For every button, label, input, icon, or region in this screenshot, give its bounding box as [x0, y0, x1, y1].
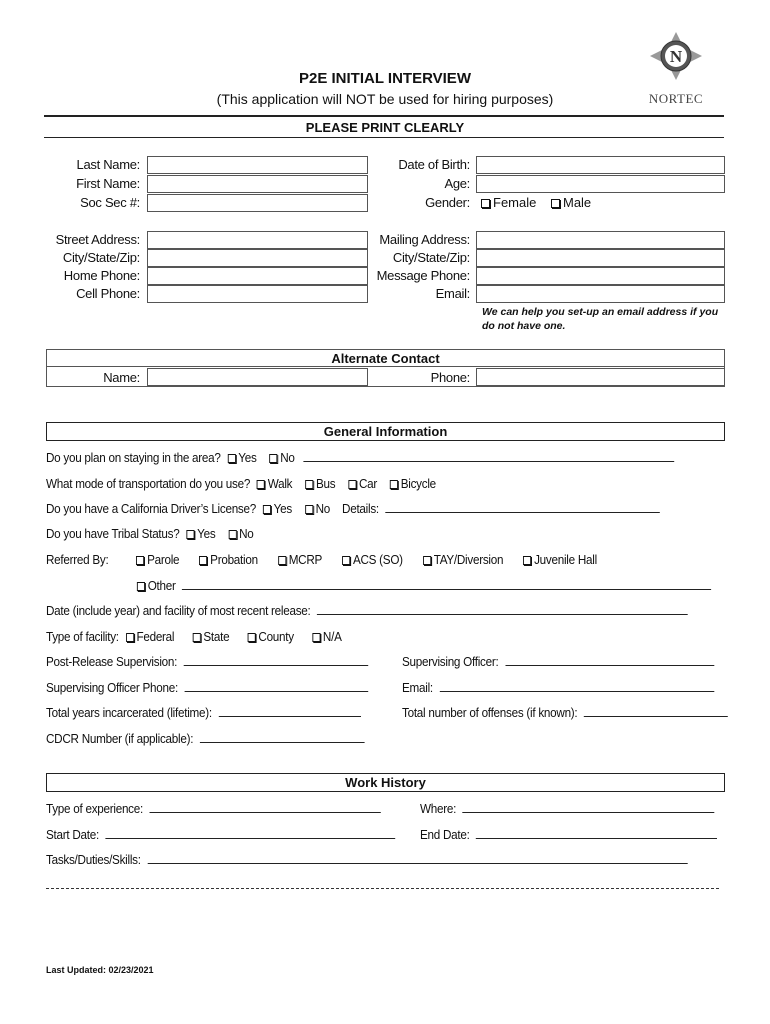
post-release-label: Post-Release Supervision:	[46, 654, 178, 669]
staying-row	[46, 449, 674, 467]
mailing-label: Mailing Address:	[379, 232, 470, 247]
years-line[interactable]	[218, 706, 360, 717]
tasks-row	[46, 851, 687, 869]
svg-text:N: N	[669, 47, 683, 66]
compass-logo-icon	[638, 30, 714, 82]
na-label: N/A	[322, 629, 342, 644]
where-row	[420, 800, 715, 818]
email-field[interactable]	[476, 285, 725, 303]
mcrp-label: MCRP	[288, 552, 323, 567]
street-label: Street Address:	[55, 232, 140, 247]
sup-officer-line[interactable]	[505, 655, 714, 666]
referred-row	[46, 551, 597, 569]
county-label: County	[258, 629, 294, 644]
first-name-label: First Name:	[76, 176, 140, 191]
years-label: Total years incarcerated (lifetime):	[46, 705, 212, 720]
home-phone-label: Home Phone:	[63, 268, 140, 283]
general-info-heading: General Information	[46, 422, 725, 441]
offenses-label: Total number of offenses (if known):	[402, 705, 578, 720]
form-subtitle: (This application will NOT be used for hiring purposes)	[216, 91, 554, 107]
license-question: Do you have a California Driver’s License?	[46, 501, 256, 516]
tribal-no-checkbox[interactable]	[228, 530, 236, 539]
where-label: Where:	[420, 801, 457, 816]
juvenile-checkbox[interactable]	[523, 556, 531, 565]
tay-label: TAY/Diversion	[433, 552, 504, 567]
sup-phone-line[interactable]	[185, 681, 369, 692]
mailing-city-label: City/State/Zip:	[392, 250, 470, 265]
state-label: State	[203, 629, 230, 644]
license-no-label: No	[315, 501, 331, 516]
experience-line[interactable]	[150, 802, 381, 813]
male-label: Male	[562, 195, 592, 210]
header-rule-top	[44, 115, 724, 117]
staying-details-line[interactable]	[303, 451, 674, 462]
na-checkbox[interactable]	[312, 633, 320, 642]
age-field[interactable]	[476, 175, 725, 193]
bicycle-checkbox[interactable]	[390, 480, 398, 489]
other-checkbox[interactable]	[137, 582, 145, 591]
bicycle-label: Bicycle	[400, 476, 436, 491]
last-updated: Last Updated: 02/23/2021	[46, 965, 154, 975]
offenses-line[interactable]	[584, 706, 728, 717]
city-state-zip-label: City/State/Zip:	[62, 250, 140, 265]
parole-checkbox[interactable]	[136, 556, 144, 565]
details-label: Details:	[342, 501, 379, 516]
acs-checkbox[interactable]	[342, 556, 350, 565]
cell-phone-label: Cell Phone:	[76, 286, 140, 301]
home-phone-field[interactable]	[147, 267, 368, 285]
start-label: Start Date:	[46, 827, 99, 842]
dob-label: Date of Birth:	[398, 157, 470, 172]
years-row	[46, 704, 361, 722]
logo-text: NORTEC	[648, 91, 704, 106]
ssn-label: Soc Sec #:	[80, 195, 140, 210]
ssn-field[interactable]	[147, 194, 368, 212]
tribal-yes-checkbox[interactable]	[186, 530, 194, 539]
tasks-line[interactable]	[147, 853, 687, 864]
staying-no-checkbox[interactable]	[269, 454, 277, 463]
car-label: Car	[358, 476, 378, 491]
acs-label: ACS (SO)	[352, 552, 403, 567]
male-checkbox[interactable]	[551, 199, 560, 208]
last-name-field[interactable]	[147, 156, 368, 174]
staying-no-label: No	[280, 450, 295, 465]
walk-label: Walk	[267, 476, 293, 491]
cell-phone-field[interactable]	[147, 285, 368, 303]
juvenile-label: Juvenile Hall	[534, 552, 597, 567]
offenses-row	[402, 704, 728, 722]
release-row	[46, 602, 688, 620]
license-yes-label: Yes	[273, 501, 292, 516]
sup-email-label: Email:	[402, 680, 433, 695]
email-help-note: We can help you set-up an email address if you do not have one.	[482, 306, 719, 332]
mailing-field[interactable]	[476, 231, 725, 249]
female-label: Female	[493, 195, 537, 210]
facility-row	[46, 628, 342, 646]
county-checkbox[interactable]	[248, 633, 256, 642]
email-label: Email:	[435, 286, 470, 301]
dob-field[interactable]	[476, 156, 725, 174]
cdcr-row	[46, 730, 364, 748]
federal-checkbox[interactable]	[126, 633, 134, 642]
message-phone-field[interactable]	[476, 267, 725, 285]
staying-yes-checkbox[interactable]	[227, 454, 235, 463]
sup-phone-label: Supervising Officer Phone:	[46, 680, 178, 695]
last-name-label: Last Name:	[76, 157, 140, 172]
end-label: End Date:	[420, 827, 470, 842]
message-phone-label: Message Phone:	[376, 268, 470, 283]
end-line[interactable]	[476, 828, 717, 839]
mailing-city-field[interactable]	[476, 249, 725, 267]
tay-checkbox[interactable]	[423, 556, 431, 565]
tribal-row	[46, 525, 254, 543]
header-rule-bottom	[44, 137, 724, 138]
alt-phone-label: Phone:	[430, 370, 470, 385]
nortec-logo	[638, 30, 714, 104]
bus-checkbox[interactable]	[305, 480, 313, 489]
staying-yes-label: Yes	[238, 450, 257, 465]
city-state-zip-field[interactable]	[147, 249, 368, 267]
work-history-heading: Work History	[46, 773, 725, 792]
cdcr-line[interactable]	[200, 732, 365, 743]
license-no-checkbox[interactable]	[305, 505, 313, 514]
alt-phone-field[interactable]	[476, 368, 725, 386]
sup-email-line[interactable]	[439, 681, 714, 692]
experience-label: Type of experience:	[46, 801, 143, 816]
release-label: Date (include year) and facility of most recent release:	[46, 603, 311, 618]
tasks-line-2[interactable]	[46, 888, 719, 889]
license-details-line[interactable]	[385, 502, 660, 513]
car-checkbox[interactable]	[348, 480, 356, 489]
age-label: Age:	[444, 176, 470, 191]
other-row	[136, 577, 711, 595]
bus-label: Bus	[315, 476, 336, 491]
where-line[interactable]	[463, 802, 715, 813]
sup-email-row	[402, 679, 714, 697]
end-row	[420, 826, 717, 844]
facility-label: Type of facility:	[46, 629, 119, 644]
transport-row	[46, 475, 436, 493]
other-line[interactable]	[182, 579, 711, 590]
female-checkbox[interactable]	[481, 199, 490, 208]
first-name-field[interactable]	[147, 175, 368, 193]
walk-checkbox[interactable]	[257, 480, 265, 489]
tribal-yes-label: Yes	[197, 526, 216, 541]
alt-name-label: Name:	[103, 370, 140, 385]
transport-question: What mode of transportation do you use?	[46, 476, 251, 491]
referred-label: Referred By:	[46, 552, 109, 567]
license-yes-checkbox[interactable]	[263, 505, 271, 514]
mcrp-checkbox[interactable]	[278, 556, 286, 565]
license-row	[46, 500, 660, 518]
start-line[interactable]	[106, 828, 396, 839]
sup-phone-row	[46, 679, 368, 697]
start-row	[46, 826, 395, 844]
tribal-no-label: No	[239, 526, 254, 541]
street-field[interactable]	[147, 231, 368, 249]
probation-checkbox[interactable]	[199, 556, 207, 565]
sup-officer-row	[402, 653, 714, 671]
tribal-question: Do you have Tribal Status?	[46, 526, 180, 541]
probation-label: Probation	[210, 552, 258, 567]
tasks-label: Tasks/Duties/Skills:	[46, 852, 141, 867]
sup-officer-label: Supervising Officer:	[402, 654, 499, 669]
alternate-contact-heading: Alternate Contact	[46, 349, 725, 367]
gender-options	[480, 195, 591, 210]
parole-label: Parole	[147, 552, 180, 567]
federal-label: Federal	[136, 629, 175, 644]
post-release-line[interactable]	[184, 655, 368, 666]
state-checkbox[interactable]	[193, 633, 201, 642]
staying-question: Do you plan on staying in the area?	[46, 450, 221, 465]
gender-label: Gender:	[425, 195, 470, 210]
form-title: P2E INITIAL INTERVIEW	[299, 70, 471, 87]
post-release-row	[46, 653, 368, 671]
print-clearly-note: PLEASE PRINT CLEARLY	[305, 120, 465, 135]
cdcr-label: CDCR Number (if applicable):	[46, 731, 194, 746]
experience-row	[46, 800, 381, 818]
other-label: Other	[147, 578, 176, 593]
release-line[interactable]	[317, 604, 688, 615]
